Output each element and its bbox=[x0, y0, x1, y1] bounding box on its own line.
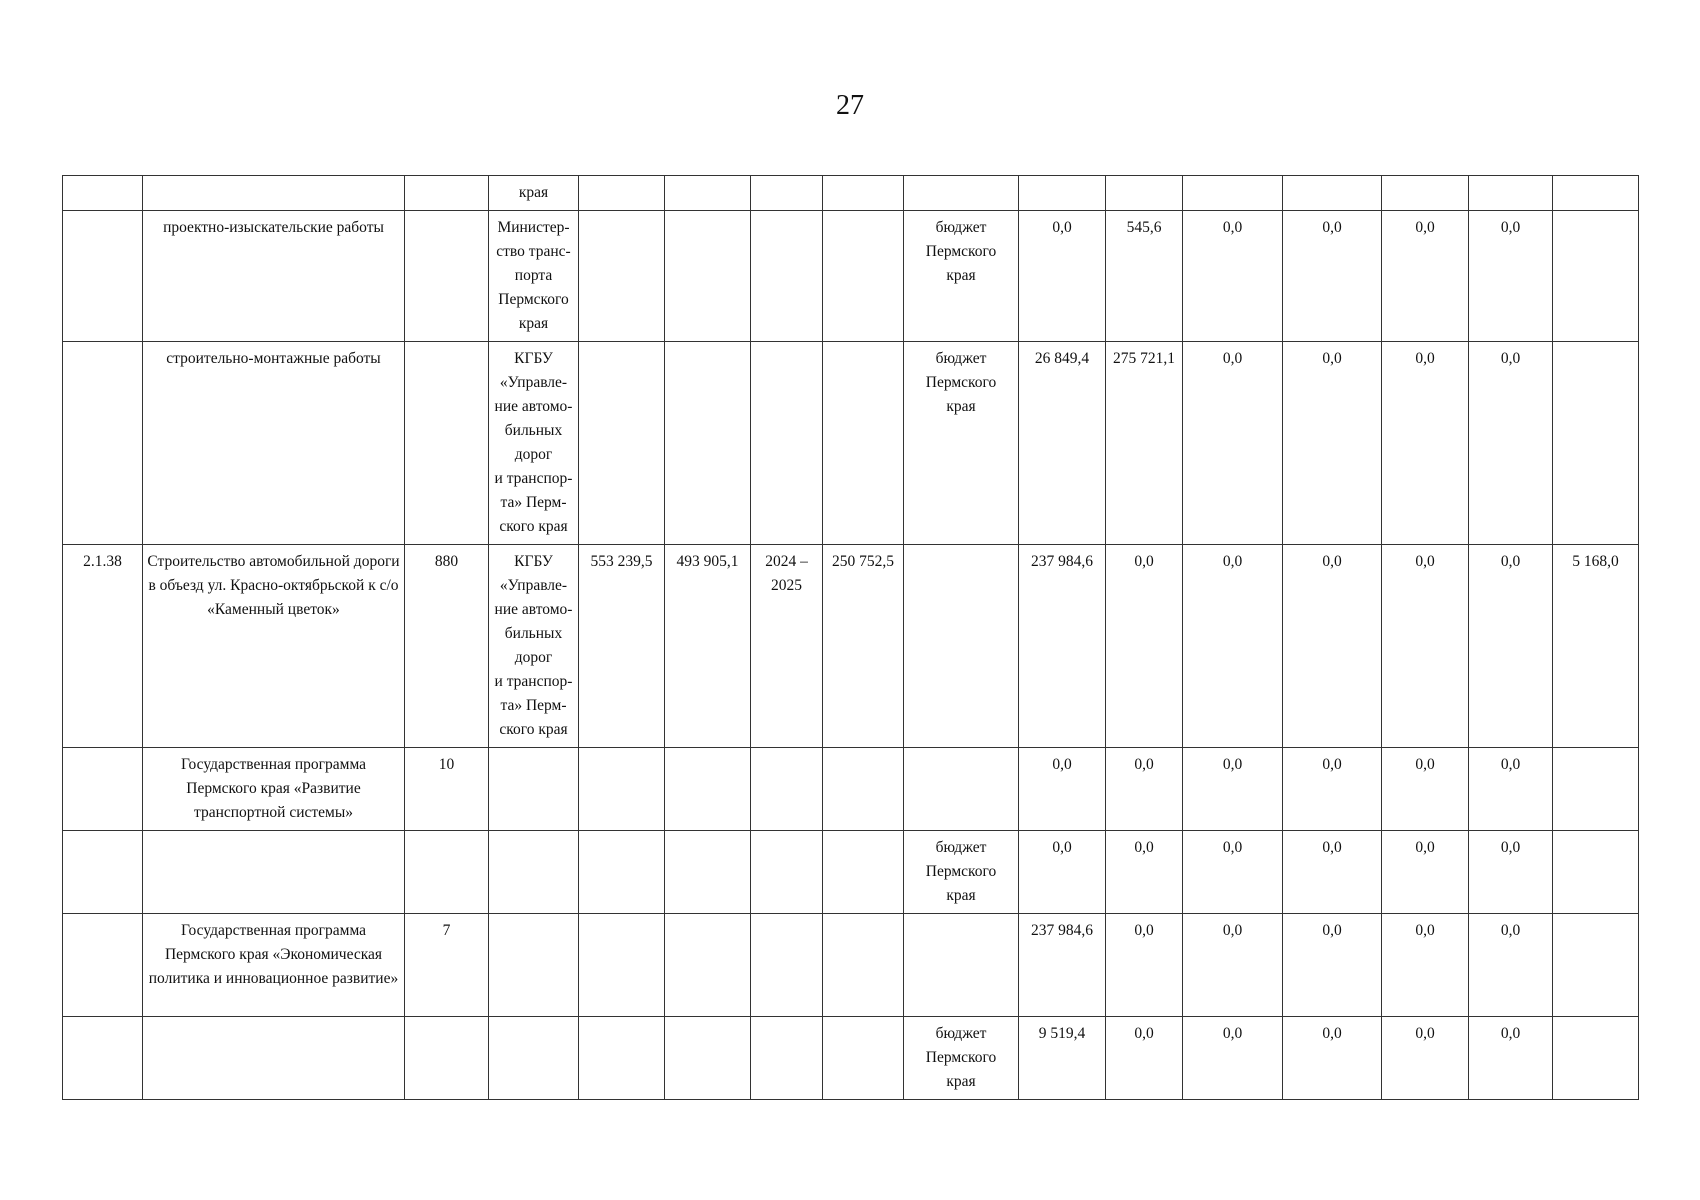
cell-number bbox=[63, 1017, 143, 1100]
cell-years bbox=[751, 211, 823, 342]
page-number: 27 bbox=[836, 90, 864, 121]
cell-value: 0,0 bbox=[1019, 748, 1106, 831]
cell-number bbox=[63, 831, 143, 914]
table-row bbox=[63, 831, 1639, 914]
cell-value bbox=[665, 1017, 751, 1100]
cell-value bbox=[823, 831, 904, 914]
cell-value: 5 168,0 bbox=[1553, 545, 1639, 748]
table-row bbox=[63, 748, 1639, 831]
cell-value: 0,0 bbox=[1283, 914, 1382, 1017]
cell-code: 7 bbox=[405, 914, 489, 1017]
cell-name: строительно-монтажные работы bbox=[143, 342, 405, 545]
cell-value: 0,0 bbox=[1469, 1017, 1553, 1100]
cell-value: 26 849,4 bbox=[1019, 342, 1106, 545]
cell-value bbox=[579, 211, 665, 342]
cell-code bbox=[405, 211, 489, 342]
cell-value: 0,0 bbox=[1106, 831, 1183, 914]
cell-value: 0,0 bbox=[1183, 342, 1283, 545]
cell-value: 0,0 bbox=[1382, 342, 1469, 545]
cell-value bbox=[1553, 1017, 1639, 1100]
cell-name: Государственная программа Пермского края «Развитие транспортной системы» bbox=[143, 748, 405, 831]
cell-number: 2.1.38 bbox=[63, 545, 143, 748]
cell-value bbox=[1553, 342, 1639, 545]
cell-value: 0,0 bbox=[1106, 748, 1183, 831]
cell-years bbox=[751, 914, 823, 1017]
cell-value: 275 721,1 bbox=[1106, 342, 1183, 545]
cell-number bbox=[63, 342, 143, 545]
table-row bbox=[63, 342, 1639, 545]
cell-value: 250 752,5 bbox=[823, 545, 904, 748]
cell-value: 0,0 bbox=[1469, 831, 1553, 914]
table-row bbox=[63, 211, 1639, 342]
cell-years bbox=[751, 1017, 823, 1100]
cell-value: 0,0 bbox=[1183, 914, 1283, 1017]
cell-value bbox=[1553, 748, 1639, 831]
cell-value bbox=[665, 342, 751, 545]
cell-organization bbox=[489, 831, 579, 914]
cell-organization: края bbox=[489, 176, 579, 211]
cell-value bbox=[1553, 211, 1639, 342]
cell-value: 0,0 bbox=[1382, 1017, 1469, 1100]
cell-value: 0,0 bbox=[1183, 211, 1283, 342]
cell-value bbox=[823, 914, 904, 1017]
cell-funding-source bbox=[904, 748, 1019, 831]
cell-organization bbox=[489, 1017, 579, 1100]
cell-organization bbox=[489, 748, 579, 831]
cell-value bbox=[1283, 176, 1382, 211]
cell-name bbox=[143, 176, 405, 211]
cell-code bbox=[405, 176, 489, 211]
table-row bbox=[63, 1017, 1639, 1100]
cell-code: 880 bbox=[405, 545, 489, 748]
cell-funding-source bbox=[904, 914, 1019, 1017]
cell-value bbox=[579, 914, 665, 1017]
cell-funding-source bbox=[904, 176, 1019, 211]
cell-years bbox=[751, 176, 823, 211]
cell-value: 0,0 bbox=[1382, 748, 1469, 831]
cell-name bbox=[143, 831, 405, 914]
cell-value bbox=[579, 342, 665, 545]
cell-value bbox=[823, 176, 904, 211]
cell-code: 10 bbox=[405, 748, 489, 831]
cell-name: проектно-изыскательские работы bbox=[143, 211, 405, 342]
cell-value: 0,0 bbox=[1283, 342, 1382, 545]
cell-code bbox=[405, 342, 489, 545]
cell-number bbox=[63, 748, 143, 831]
cell-value: 0,0 bbox=[1106, 1017, 1183, 1100]
cell-value: 0,0 bbox=[1382, 831, 1469, 914]
cell-value bbox=[665, 914, 751, 1017]
cell-value: 545,6 bbox=[1106, 211, 1183, 342]
cell-value bbox=[823, 1017, 904, 1100]
cell-name: Государственная программа Пермского края «Экономическая политика и инновационное развитие» bbox=[143, 914, 405, 1017]
cell-funding-source: бюджет Пермского края bbox=[904, 211, 1019, 342]
cell-number bbox=[63, 176, 143, 211]
cell-value: 237 984,6 bbox=[1019, 914, 1106, 1017]
cell-organization: КГБУ «Управле- ние автомо- бильных дорог и транспор- та» Перм- ского края bbox=[489, 342, 579, 545]
cell-value: 0,0 bbox=[1283, 831, 1382, 914]
cell-value: 0,0 bbox=[1469, 342, 1553, 545]
cell-value: 0,0 bbox=[1283, 748, 1382, 831]
cell-value bbox=[1183, 176, 1283, 211]
table-row bbox=[63, 545, 1639, 748]
cell-value: 0,0 bbox=[1469, 748, 1553, 831]
cell-value: 0,0 bbox=[1469, 545, 1553, 748]
cell-value: 0,0 bbox=[1469, 211, 1553, 342]
cell-value: 553 239,5 bbox=[579, 545, 665, 748]
cell-value bbox=[579, 176, 665, 211]
cell-funding-source: бюджет Пермского края bbox=[904, 342, 1019, 545]
cell-code bbox=[405, 1017, 489, 1100]
cell-years bbox=[751, 831, 823, 914]
cell-value: 0,0 bbox=[1019, 831, 1106, 914]
cell-value bbox=[1382, 176, 1469, 211]
cell-value bbox=[665, 176, 751, 211]
cell-value: 9 519,4 bbox=[1019, 1017, 1106, 1100]
cell-value bbox=[1553, 914, 1639, 1017]
cell-funding-source: бюджет Пермского края bbox=[904, 1017, 1019, 1100]
cell-value bbox=[1469, 176, 1553, 211]
cell-value bbox=[823, 342, 904, 545]
cell-organization: КГБУ «Управле- ние автомо- бильных дорог и транспор- та» Перм- ского края bbox=[489, 545, 579, 748]
cell-value: 0,0 bbox=[1183, 748, 1283, 831]
cell-number bbox=[63, 914, 143, 1017]
cell-funding-source bbox=[904, 545, 1019, 748]
cell-code bbox=[405, 831, 489, 914]
cell-value bbox=[579, 748, 665, 831]
cell-value: 493 905,1 bbox=[665, 545, 751, 748]
cell-value: 0,0 bbox=[1382, 211, 1469, 342]
cell-value bbox=[823, 211, 904, 342]
cell-value: 0,0 bbox=[1106, 914, 1183, 1017]
cell-value bbox=[823, 748, 904, 831]
cell-years bbox=[751, 342, 823, 545]
cell-value: 0,0 bbox=[1019, 211, 1106, 342]
cell-years: 2024 – 2025 bbox=[751, 545, 823, 748]
cell-value: 0,0 bbox=[1183, 831, 1283, 914]
cell-value bbox=[1553, 176, 1639, 211]
cell-value bbox=[665, 748, 751, 831]
cell-organization: Министер- ство транс- порта Пермского края bbox=[489, 211, 579, 342]
table-row bbox=[63, 176, 1639, 211]
cell-name: Строительство автомобильной дороги в объезд ул. Красно-октябрьской к с/о «Каменный цветок» bbox=[143, 545, 405, 748]
cell-value: 0,0 bbox=[1183, 1017, 1283, 1100]
cell-value: 0,0 bbox=[1283, 1017, 1382, 1100]
budget-table bbox=[62, 175, 1639, 1100]
cell-value: 0,0 bbox=[1283, 211, 1382, 342]
cell-name bbox=[143, 1017, 405, 1100]
cell-value bbox=[1106, 176, 1183, 211]
cell-value: 0,0 bbox=[1183, 545, 1283, 748]
cell-value bbox=[665, 831, 751, 914]
cell-value: 237 984,6 bbox=[1019, 545, 1106, 748]
cell-value bbox=[1019, 176, 1106, 211]
cell-organization bbox=[489, 914, 579, 1017]
cell-years bbox=[751, 748, 823, 831]
cell-funding-source: бюджет Пермского края bbox=[904, 831, 1019, 914]
cell-value bbox=[579, 831, 665, 914]
cell-value bbox=[665, 211, 751, 342]
cell-value: 0,0 bbox=[1106, 545, 1183, 748]
cell-value: 0,0 bbox=[1283, 545, 1382, 748]
cell-value: 0,0 bbox=[1382, 545, 1469, 748]
cell-value bbox=[579, 1017, 665, 1100]
cell-value: 0,0 bbox=[1469, 914, 1553, 1017]
table-row bbox=[63, 914, 1639, 1017]
cell-value: 0,0 bbox=[1382, 914, 1469, 1017]
cell-value bbox=[1553, 831, 1639, 914]
cell-number bbox=[63, 211, 143, 342]
